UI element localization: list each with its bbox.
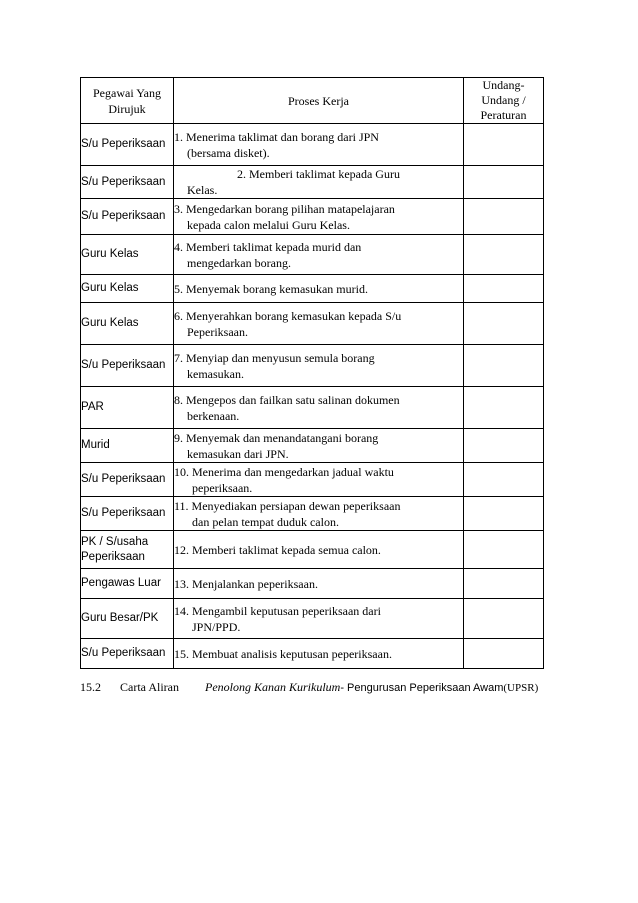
table-row	[81, 345, 544, 387]
header-proses-kerja: Proses Kerja	[174, 78, 464, 124]
agent-cell: PK / S/usaha Peperiksaan	[81, 531, 174, 569]
process-text: 13. Menjalankan peperiksaan.	[174, 576, 318, 591]
agent-cell: Guru Kelas	[81, 235, 174, 275]
table-row	[81, 166, 544, 199]
process-text: 8. Mengepos dan failkan satu salinan dokumen	[174, 392, 400, 407]
footer-reference-rest: - Pengurusan Peperiksaan Awam	[340, 682, 504, 694]
page-footer	[80, 680, 538, 695]
agent-cell: S/u Peperiksaan	[81, 463, 174, 497]
process-text: 12. Memberi taklimat kepada semua calon.	[174, 542, 381, 557]
process-cell	[174, 569, 464, 599]
agent-cell: S/u Peperiksaan	[81, 166, 174, 199]
rule-cell	[464, 639, 544, 669]
process-cell	[174, 199, 464, 235]
agent-cell: Pengawas Luar	[81, 569, 174, 599]
rule-cell	[464, 345, 544, 387]
process-text-cont: mengedarkan borang.	[187, 255, 291, 270]
agent-cell: PAR	[81, 387, 174, 429]
rule-cell	[464, 303, 544, 345]
process-text: 15. Membuat analisis keputusan peperiksaan.	[174, 646, 392, 661]
process-text: 9. Menyemak dan menandatangani borang	[174, 430, 379, 445]
process-text: 11. Menyediakan persiapan dewan peperiksaan	[174, 498, 401, 513]
process-cell	[174, 275, 464, 303]
agent-cell: S/u Peperiksaan	[81, 199, 174, 235]
process-text: 2. Memberi taklimat kepada Guru	[237, 167, 400, 181]
table-row	[81, 639, 544, 669]
rule-cell	[464, 599, 544, 639]
process-cell	[174, 124, 464, 166]
process-text: 4. Memberi taklimat kepada murid dan	[174, 239, 362, 254]
process-cell	[174, 599, 464, 639]
rule-cell	[464, 275, 544, 303]
process-cell	[174, 531, 464, 569]
rule-cell	[464, 235, 544, 275]
process-text-cont: kepada calon melalui Guru Kelas.	[187, 217, 350, 232]
agent-cell: S/u Peperiksaan	[81, 345, 174, 387]
rule-cell	[464, 569, 544, 599]
process-text: 6. Menyerahkan borang kemasukan kepada S/u	[174, 308, 402, 323]
header-undang-undang: Undang- Undang / Peraturan	[464, 78, 544, 124]
process-text: 1. Menerima taklimat dan borang dari JPN	[174, 129, 379, 144]
process-cell	[174, 345, 464, 387]
process-text-cont: kemasukan.	[187, 366, 244, 381]
table-row	[81, 531, 544, 569]
rule-cell	[464, 166, 544, 199]
process-text-cont: JPN/PPD.	[192, 619, 241, 634]
process-cell	[174, 429, 464, 463]
agent-cell: Guru Besar/PK	[81, 599, 174, 639]
process-text-cont: Kelas.	[187, 183, 218, 197]
process-cell	[174, 166, 464, 199]
section-label: Carta Aliran	[120, 680, 179, 694]
process-text-cont: berkenaan.	[187, 408, 240, 423]
process-cell	[174, 463, 464, 497]
table-row	[81, 599, 544, 639]
agent-cell: Guru Kelas	[81, 275, 174, 303]
table-row	[81, 235, 544, 275]
process-text: 14. Mengambil keputusan peperiksaan dari	[174, 603, 381, 618]
agent-cell: Murid	[81, 429, 174, 463]
rule-cell	[464, 497, 544, 531]
agent-cell: S/u Peperiksaan	[81, 639, 174, 669]
process-text-cont: peperiksaan.	[192, 480, 253, 495]
process-cell	[174, 639, 464, 669]
rule-cell	[464, 429, 544, 463]
process-cell	[174, 497, 464, 531]
rule-cell	[464, 199, 544, 235]
table-row	[81, 275, 544, 303]
process-table	[80, 77, 544, 669]
section-number: 15.2	[80, 680, 101, 694]
header-pegawai: Pegawai Yang Dirujuk	[81, 78, 174, 124]
table-row	[81, 463, 544, 497]
process-text: 5. Menyemak borang kemasukan murid.	[174, 281, 368, 296]
agent-cell: Guru Kelas	[81, 303, 174, 345]
table-row	[81, 387, 544, 429]
rule-cell	[464, 531, 544, 569]
table-row	[81, 303, 544, 345]
process-cell	[174, 387, 464, 429]
process-text-cont: dan pelan tempat duduk calon.	[192, 514, 339, 529]
process-text-cont: Peperiksaan.	[187, 324, 248, 339]
process-cell	[174, 235, 464, 275]
table-row	[81, 124, 544, 166]
process-text: 10. Menerima dan mengedarkan jadual waktu	[174, 464, 394, 479]
rule-cell	[464, 387, 544, 429]
agent-cell: S/u Peperiksaan	[81, 124, 174, 166]
process-text: 7. Menyiap dan menyusun semula borang	[174, 350, 375, 365]
process-text-cont: kemasukan dari JPN.	[187, 446, 289, 461]
process-cell	[174, 303, 464, 345]
table-row	[81, 497, 544, 531]
process-text: 3. Mengedarkan borang pilihan matapelajaran	[174, 201, 395, 216]
footer-reference: Penolong Kanan Kurikulum	[205, 680, 341, 694]
rule-cell	[464, 463, 544, 497]
process-text-cont: (bersama disket).	[187, 145, 270, 160]
table-row	[81, 569, 544, 599]
rule-cell	[464, 124, 544, 166]
table-row	[81, 429, 544, 463]
table-row	[81, 199, 544, 235]
agent-cell: S/u Peperiksaan	[81, 497, 174, 531]
footer-reference-tag: (UPSR)	[503, 682, 539, 694]
